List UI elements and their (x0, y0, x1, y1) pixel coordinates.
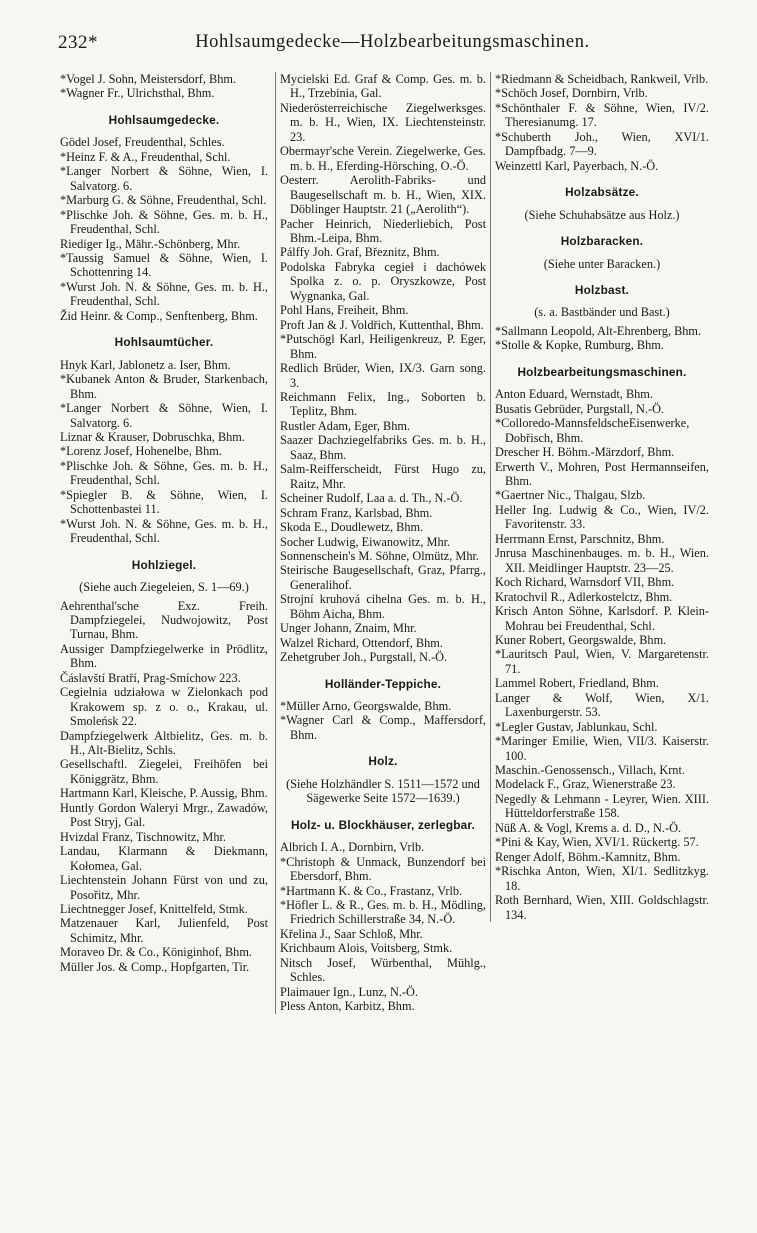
section-heading: Holz- u. Blockhäuser, zerlegbar. (290, 817, 476, 832)
directory-entry: *Maringer Emilie, Wien, VII/3. Kaiserstr. 100. (495, 734, 709, 763)
directory-entry: Matzenauer Karl, Julienfeld, Post Schimitz, Mhr. (60, 916, 268, 945)
directory-entry: Weinzettl Karl, Payerbach, N.-Ö. (495, 158, 659, 173)
directory-entry: Negedly & Lehmann - Leyrer, Wien. XIII. Hütteldorferstraße 158. (495, 791, 709, 821)
directory-entry: *Stolle & Kopke, Rumburg, Bhm. (495, 338, 664, 353)
directory-entry: Erwerth V., Mohren, Post Hermannseifen, Bhm. (495, 459, 709, 488)
directory-entry: *Spiegler B. & Söhne, Wien, I. Schottenbastei 11. (60, 487, 268, 517)
directory-entry: *Wurst Joh. N. & Söhne, Ges. m. b. H., Freudenthal, Schl. (60, 516, 268, 546)
directory-entry: Rustler Adam, Eger, Bhm. (280, 418, 410, 433)
directory-entry: Redlich Brüder, Wien, IX/3. Garn song. 3. (280, 361, 486, 390)
directory-entry: Křelina J., Saar Schloß, Mhr. (280, 926, 423, 941)
directory-entry: *Vogel J. Sohn, Meistersdorf, Bhm. (60, 72, 237, 86)
columns (60, 72, 720, 1222)
directory-entry: *Langer Norbert & Söhne, Wien, I. Salvatorg. 6. (60, 164, 268, 193)
directory-entry: *Legler Gustav, Jablunkau, Schl. (495, 719, 658, 734)
directory-entry: Aussiger Dampfziegelwerke in Prödlitz, Bhm. (60, 641, 268, 671)
section-heading: Hohlziegel. (131, 557, 197, 572)
entry-list (280, 840, 486, 1013)
directory-entry: Saazer Dachziegelfabriks Ges. m. b. H., Saaz, Bhm. (280, 433, 486, 462)
column-1 (60, 72, 268, 974)
directory-entry: Podolska Fabryka cegieł i dachówek Spolka z. o. p. Oryszkowze, Post Wygnanka, Gal. (280, 259, 486, 303)
directory-entry: *Marburg G. & Söhne, Freudenthal, Schl. (60, 193, 267, 208)
entry-list (495, 387, 709, 922)
section-heading: Hohlsaumtücher. (114, 335, 214, 350)
directory-entry: *Müller Arno, Georgswalde, Bhm. (280, 699, 452, 714)
directory-entry: Pless Anton, Karbitz, Bhm. (280, 999, 415, 1014)
directory-entry: *Christoph & Unmack, Bunzendorf bei Ebersdorf, Bhm. (280, 854, 486, 884)
directory-entry: Walzel Richard, Ottendorf, Bhm. (280, 635, 443, 650)
directory-entry: Unger Johann, Znaim, Mhr. (280, 621, 417, 636)
directory-entry: Riediger Ig., Mähr.-Schönberg, Mhr. (60, 236, 241, 251)
directory-entry: Moraveo Dr. & Co., Königinhof, Bhm. (60, 945, 252, 960)
cross-reference-note: (Siehe Holzhändler S. 1511—1572 und Sägewerke Seite 1572—1639.) (286, 776, 480, 806)
directory-entry: Proft Jan & J. Voldřich, Kuttenthal, Bhm. (280, 317, 484, 332)
directory-entry: Huntly Gordon Waleryi Mrgr., Zawadów, Post Stryj, Gal. (60, 800, 268, 830)
section-heading: Holzbearbeitungsmaschinen. (517, 364, 687, 379)
running-title: Hohlsaumgedecke—Holzbearbeitungsmaschinen. (195, 32, 590, 52)
directory-entry: Reichmann Felix, Ing., Soborten b. Teplitz, Bhm. (280, 389, 486, 419)
directory-entry: *Lorenz Josef, Hohenelbe, Bhm. (60, 444, 222, 459)
directory-entry: Kratochvil R., Adlerkostelctz, Bhm. (495, 589, 673, 604)
directory-entry: Krisch Anton Söhne, Karlsdorf. P. Klein-Mohrau bei Freudenthal, Schl. (495, 604, 709, 633)
section-heading: Holzbast. (574, 282, 630, 297)
directory-entry: Busatis Gebrüder, Purgstall, N.-Ö. (495, 401, 665, 416)
directory-entry: *Rischka Anton, Wien, XI/1. Sedlitzkyg. 18. (495, 864, 709, 893)
directory-entry: Gesellschaftl. Ziegelei, Freihöfen bei Königgrätz, Bhm. (60, 757, 268, 786)
directory-entry: Maschin.-Genossensch., Villach, Krnt. (495, 763, 685, 778)
directory-entry: Pohl Hans, Freiheit, Bhm. (280, 303, 409, 318)
directory-entry: Anton Eduard, Wernstadt, Bhm. (495, 387, 653, 402)
directory-entry: Zehetgruber Joh., Purgstall, N.-Ö. (280, 650, 448, 665)
directory-entry: *Kubanek Anton & Bruder, Starkenbach, Bhm. (60, 372, 268, 401)
directory-entry: Hnyk Karl, Jablonetz a. Iser, Bhm. (60, 357, 231, 372)
directory-entry: *Langer Norbert & Söhne, Wien, I. Salvatorg. 6. (60, 401, 268, 430)
directory-entry: *Plischke Joh. & Söhne, Ges. m. b. H., Freudenthal, Schl. (60, 458, 268, 488)
directory-entry: Obermayr'sche Verein. Ziegelwerke, Ges. m. b. H., Eferding-Hörsching, O.-Ö. (280, 144, 486, 173)
directory-entry: Nitsch Josef, Würbenthal, Mühlg., Schles. (280, 955, 486, 985)
directory-entry: *Höfler L. & R., Ges. m. b. H., Mödling, Friedrich Schillerstraße 34, N.-Ö. (280, 898, 486, 927)
column-2 (275, 72, 486, 1014)
directory-entry: Salm-Reifferscheidt, Fürst Hugo zu, Raitz, Mhr. (280, 462, 486, 491)
directory-entry: Oesterr. Aerolith-Fabriks- und Baugesellschaft m. b. H., Wien, XIX. Döblinger Hauptstr. 21 („Aerolith“). (280, 173, 486, 217)
directory-entry: Dampfziegelwerk Altbielitz, Ges. m. b. H., Alt-Bielitz, Schls. (60, 728, 268, 758)
directory-entry: Niederösterreichische Ziegelwerksges. m. b. H., Wien, IX. Liechtensteinstr. 23. (280, 100, 486, 144)
entry-list (495, 72, 709, 173)
page-number: 232* (58, 32, 98, 53)
directory-entry: Pacher Heinrich, Niederliebich, Post Bhm.-Leipa, Bhm. (280, 216, 486, 245)
directory-entry: Mycielski Ed. Graf & Comp. Ges. m. b. H., Trzebinia, Gal. (280, 72, 486, 101)
directory-entry: Pálffy Joh. Graf, Březnitz, Bhm. (280, 245, 440, 260)
directory-entry: *Pini & Kay, Wien, XVI/1. Rückertg. 57. (495, 835, 699, 850)
directory-entry: *Plischke Joh. & Söhne, Ges. m. b. H., Freudenthal, Schl. (60, 207, 268, 237)
entry-list (280, 699, 486, 742)
directory-entry: Krichbaum Alois, Voitsberg, Stmk. (280, 941, 453, 956)
section-heading: Holländer-Teppiche. (324, 676, 442, 691)
directory-entry: *Schuberth Joh., Wien, XVI/1. Dampfbadg. 7—9. (495, 129, 709, 159)
entry-list (280, 72, 486, 665)
cross-reference-note: (Siehe Schuhabsätze aus Holz.) (524, 207, 680, 222)
directory-entry: Hartmann Karl, Kleische, P. Aussig, Bhm. (60, 786, 268, 801)
directory-entry: Aehrenthal'sche Exz. Freih. Dampfziegelei, Nudwojowitz, Post Turnau, Bhm. (60, 598, 268, 642)
column-3 (490, 72, 709, 922)
directory-entry: Gödel Josef, Freudenthal, Schles. (60, 135, 225, 150)
directory-entry: *Heinz F. & A., Freudenthal, Schl. (60, 149, 231, 164)
directory-entry: Nüß A. & Vogl, Krems a. d. D., N.-Ö. (495, 820, 682, 835)
section-heading: Hohlsaumgedecke. (108, 112, 220, 127)
directory-entry: Kuner Robert, Georgswalde, Bhm. (495, 632, 667, 647)
cross-reference-note: (Siehe auch Ziegeleien, S. 1—69.) (79, 580, 249, 595)
directory-entry: Liechtnegger Josef, Knittelfeld, Stmk. (60, 902, 248, 917)
directory-entry: Drescher H. Böhm.-Märzdorf, Bhm. (495, 445, 675, 460)
cross-reference-note: (Siehe unter Baracken.) (543, 256, 661, 271)
directory-entry: *Lauritsch Paul, Wien, V. Margaretenstr. 71. (495, 647, 709, 676)
entry-list (60, 599, 268, 975)
directory-entry: Scheiner Rudolf, Laa a. d. Th., N.-Ö. (280, 491, 463, 506)
directory-entry: Strojní kruhová cihelna Ges. m. b. H., Böhm Aicha, Bhm. (280, 592, 486, 621)
directory-entry: Skoda E., Doudlewetz, Bhm. (280, 520, 424, 535)
directory-entry: *Taussig Samuel & Söhne, Wien, I. Schottenring 14. (60, 250, 268, 280)
page-header (58, 26, 727, 56)
section-heading: Holzbaracken. (560, 234, 644, 249)
directory-entry: *Schöch Josef, Dornbirn, Vrlb. (495, 86, 648, 101)
directory-entry: *Colloredo-MannsfeldscheEisenwerke, Dobřisch, Bhm. (495, 416, 690, 445)
directory-entry: *Gaertner Nic., Thalgau, Slzb. (495, 488, 646, 503)
directory-entry: *Sallmann Leopold, Alt-Ehrenberg, Bhm. (495, 323, 702, 338)
directory-entry: Modelack F., Graz, Wienerstraße 23. (495, 777, 676, 792)
directory-entry: *Wurst Joh. N. & Söhne, Ges. m. b. H., Freudenthal, Schl. (60, 279, 268, 309)
directory-entry: Liznar & Krauser, Dobruschka, Bhm. (60, 429, 245, 444)
section-heading: Holz. (368, 754, 398, 769)
directory-entry: Langer & Wolf, Wien, X/1. Laxenburgerstr. 53. (495, 690, 709, 720)
directory-entry: *Riedmann & Scheidbach, Rankweil, Vrlb. (495, 72, 709, 86)
directory-entry: *Hartmann K. & Co., Frastanz, Vrlb. (280, 883, 463, 898)
directory-entry: *Wagner Fr., Ulrichsthal, Bhm. (60, 86, 215, 101)
directory-entry: Čáslavští Bratří, Prag-Smíchow 223. (60, 670, 241, 685)
directory-entry: Lammel Robert, Friedland, Bhm. (495, 676, 659, 691)
directory-entry: Müller Jos. & Comp., Hopfgarten, Tir. (60, 959, 250, 974)
directory-entry: Cegielnia udziałowa w Zielonkach pod Krakowem sp. z o. o., Krakau, ul. Smoleńsk 22. (60, 685, 268, 729)
section-heading: Holzabsätze. (565, 185, 639, 200)
directory-entry: Jnrusa Maschinenbauges. m. b. H., Wien. XII. Meidlinger Hauptstr. 23—25. (495, 546, 709, 575)
entry-list (60, 358, 268, 546)
directory-entry: Albrich I. A., Dornbirn, Vrlb. (280, 840, 425, 855)
entry-list (60, 72, 268, 101)
directory-entry: Heller Ing. Ludwig & Co., Wien, IV/2. Favoritenstr. 33. (495, 502, 709, 532)
directory-entry: Hvizdal Franz, Tischnowitz, Mhr. (60, 829, 227, 844)
directory-entry: Steirische Baugesellschaft, Graz, Pfarrg., Generalihof. (280, 563, 486, 592)
directory-entry: Landau, Klarmann & Diekmann, Kołomea, Gal. (60, 844, 268, 873)
directory-entry: Sonnenschein's M. Söhne, Olmütz, Mhr. (280, 548, 479, 563)
directory-entry: Plaimauer Ign., Lunz, N.-Ö. (280, 984, 418, 999)
cross-reference-note: (s. a. Bastbänder und Bast.) (534, 305, 670, 320)
directory-entry: Roth Bernhard, Wien, XIII. Goldschlagstr. 134. (495, 893, 709, 922)
directory-entry: Žid Heinr. & Comp., Senftenberg, Bhm. (60, 308, 258, 323)
directory-entry: Schram Franz, Karlsbad, Bhm. (280, 505, 433, 520)
directory-entry: Herrmann Ernst, Parschnitz, Bhm. (495, 531, 665, 546)
directory-entry: *Wagner Carl & Comp., Maffersdorf, Bhm. (280, 713, 486, 742)
directory-entry: Socher Ludwig, Eiwanowitz, Mhr. (280, 534, 451, 549)
entry-list (495, 324, 709, 353)
entry-list (60, 135, 268, 323)
directory-entry: Renger Adolf, Böhm.-Kamnitz, Bhm. (495, 849, 681, 864)
directory-entry: *Putschögl Karl, Heiligenkreuz, P. Eger, Bhm. (280, 332, 486, 361)
directory-entry: *Schönthaler F. & Söhne, Wien, IV/2. Theresianumg. 17. (495, 100, 709, 130)
directory-entry: Liechtenstein Johann Fürst von und zu, Posořitz, Mhr. (60, 873, 268, 902)
directory-entry: Koch Richard, Warnsdorf VII, Bhm. (495, 575, 675, 590)
